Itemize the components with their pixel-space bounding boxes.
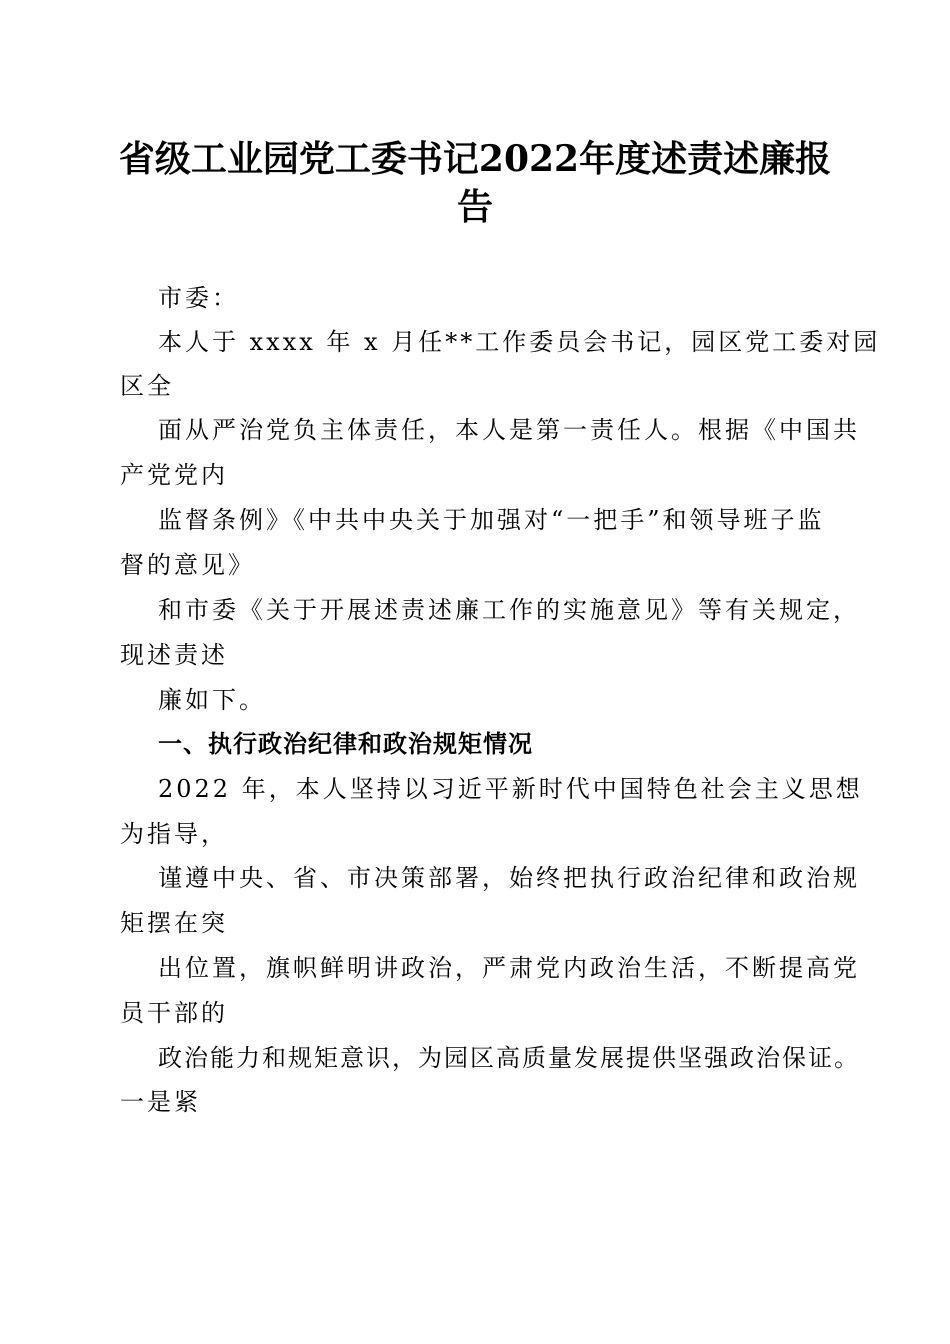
body-line: 监督条例》《中共中央关于加强对“一把手”和领导班子监 (158, 506, 825, 534)
body-line: 员干部的 (120, 999, 228, 1027)
body-line: 和市委《关于开展述责述廉工作的实施意见》等有关规定， (158, 596, 860, 624)
body-line: 廉如下。 (158, 686, 266, 714)
body-line: 产党党内 (120, 461, 228, 489)
body-line: 矩摆在突 (120, 909, 228, 937)
section-heading: 一、执行政治纪律和政治规矩情况 (158, 730, 533, 758)
body-line: 出位置，旗帜鲜明讲政治，严肃党内政治生活，不断提高党 (158, 954, 860, 982)
body-line: 2022 年，本人坚持以习近平新时代中国特色社会主义思想 (158, 775, 863, 803)
body-line: 谨遵中央、省、市决策部署，始终把执行政治纪律和政治规 (158, 864, 860, 892)
body-line: 一是紧 (120, 1088, 201, 1116)
document-title-line-1: 省级工业园党工委书记2022年度述责述廉报 (118, 138, 832, 180)
body-line: 区全 (120, 372, 174, 400)
salutation: 市委： (158, 284, 239, 312)
body-line: 现述责述 (120, 641, 228, 669)
document-title-line-2: 告 (456, 186, 493, 228)
body-line: 政治能力和规矩意识，为园区高质量发展提供坚强政治保证。 (158, 1044, 860, 1072)
body-line: 为指导， (120, 820, 228, 848)
body-line: 督的意见》 (120, 551, 255, 579)
body-line: 面从严治党负主体责任，本人是第一责任人。根据《中国共 (158, 416, 860, 444)
body-line: 本人于 xxxx 年 x 月任**工作委员会书记，园区党工委对园 (158, 328, 881, 356)
